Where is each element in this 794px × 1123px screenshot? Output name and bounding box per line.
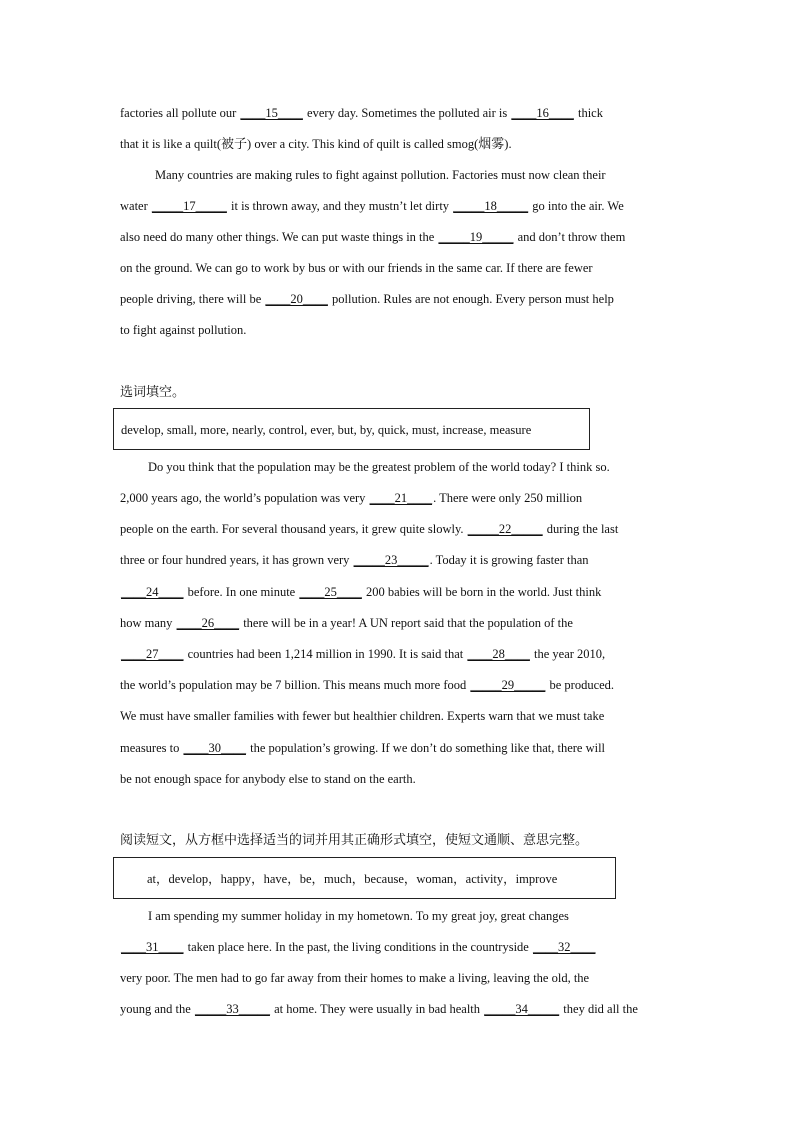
text: ) over a city. This kind of quilt is called smog( — [247, 137, 479, 151]
section3-heading: 阅读短文，从方框中选择适当的词并用其正确形式填空，使短文通顺、意思完整。 — [120, 833, 589, 848]
blank-27[interactable]: ____27____ — [121, 647, 184, 661]
text: it is thrown away, and they mustn’t let dirty — [227, 199, 453, 213]
text: 2,000 years ago, the world’s population was very — [120, 491, 369, 505]
section2-line2 — [120, 490, 582, 506]
text: the year 2010, — [530, 647, 606, 661]
blank-21[interactable]: ____21____ — [369, 491, 433, 505]
text: countries had been 1,214 million in 1990. It is said that — [184, 647, 467, 661]
text: . There were only 250 million — [433, 491, 583, 505]
text: and don’t throw them — [514, 230, 626, 244]
blank-25[interactable]: ____25____ — [299, 585, 362, 599]
passage1-line3: Many countries are making rules to fight against pollution. Factories must now clean their — [155, 168, 606, 182]
text: 200 babies will be born in the world. Just think — [362, 585, 602, 599]
chinese-gloss: 被子 — [221, 137, 248, 152]
passage1-line7 — [120, 291, 614, 307]
text: during the last — [543, 522, 619, 536]
blank-15[interactable]: ____15____ — [240, 106, 303, 120]
text: three or four hundred years, it has grown very — [120, 553, 353, 567]
text: young and the — [120, 1002, 194, 1016]
blank-19[interactable]: _____19_____ — [438, 230, 514, 244]
blank-33[interactable]: _____33_____ — [194, 1002, 270, 1016]
text: . Today it is growing faster than — [429, 553, 589, 567]
section2-line5 — [120, 584, 601, 600]
blank-29[interactable]: _____29_____ — [470, 678, 546, 692]
section2-wordbox: develop, small, more, nearly, control, ever, but, by, quick, must, increase, measure — [113, 408, 590, 450]
blank-23[interactable]: _____23_____ — [353, 553, 429, 567]
text: the population’s growing. If we don’t do something like that, there will — [246, 741, 606, 755]
section2-line1: Do you think that the population may be the greatest problem of the world today? I think so. — [148, 460, 610, 474]
blank-16[interactable]: ____16____ — [511, 106, 574, 120]
text: water — [120, 199, 151, 213]
passage1-line5 — [120, 229, 625, 245]
section2-line4 — [120, 552, 589, 568]
blank-17[interactable]: _____17_____ — [151, 199, 227, 213]
text: that it is like a quilt( — [120, 137, 222, 151]
text: taken place here. In the past, the living conditions in the countryside — [184, 940, 532, 954]
section3-line3: very poor. The men had to go far away from their homes to make a living, leaving the old, the — [120, 971, 590, 985]
blank-31[interactable]: ____31____ — [121, 940, 184, 954]
text: thick — [574, 106, 603, 120]
text: be produced. — [546, 678, 615, 692]
text: there will be in a year! A UN report said that the population of the — [240, 616, 573, 630]
blank-26[interactable]: ____26____ — [176, 616, 240, 630]
section3-line4 — [120, 1001, 638, 1017]
text: people driving, there will be — [120, 292, 265, 306]
text: people on the earth. For several thousand years, it grew quite slowly. — [120, 522, 467, 536]
text: every day. Sometimes the polluted air is — [303, 106, 511, 120]
blank-32[interactable]: ____32____ — [532, 940, 596, 954]
passage1-line8: to fight against pollution. — [120, 323, 247, 337]
section3-line2 — [120, 939, 596, 955]
section3-line1: I am spending my summer holiday in my hometown. To my great joy, great changes — [148, 909, 569, 923]
blank-34[interactable]: _____34_____ — [484, 1002, 560, 1016]
section2-line10 — [120, 740, 605, 756]
text: how many — [120, 616, 176, 630]
section2-line7 — [120, 646, 605, 662]
blank-24[interactable]: ____24____ — [121, 585, 184, 599]
chinese-gloss: 烟雾 — [478, 137, 505, 152]
text: the world’s population may be 7 billion. This means much more food — [120, 678, 470, 692]
section2-line6 — [120, 615, 573, 631]
text: they did all the — [560, 1002, 638, 1016]
blank-20[interactable]: ____20____ — [265, 292, 328, 306]
passage1-line2 — [120, 136, 512, 153]
blank-18[interactable]: _____18_____ — [453, 199, 529, 213]
section2-line11: be not enough space for anybody else to stand on the earth. — [120, 772, 416, 786]
text: before. In one minute — [184, 585, 299, 599]
section2-line8 — [120, 677, 614, 693]
section2-heading: 选词填空。 — [120, 385, 186, 400]
section3-wordbox: at，develop，happy，have，be，much，because，woman，activity，improve — [113, 857, 616, 899]
blank-28[interactable]: ____28____ — [467, 647, 530, 661]
section2-line3 — [120, 521, 618, 537]
blank-30[interactable]: ____30____ — [183, 741, 246, 755]
section2-line9: We must have smaller families with fewer but healthier children. Experts warn that we must take — [120, 709, 605, 723]
text: factories all pollute our — [120, 106, 240, 120]
passage1-line6: on the ground. We can go to work by bus or with our friends in the same car. If there are fewer — [120, 261, 593, 275]
text: ). — [504, 137, 512, 151]
blank-22[interactable]: _____22_____ — [467, 522, 543, 536]
text: also need do many other things. We can put waste things in the — [120, 230, 438, 244]
text: at home. They were usually in bad health — [270, 1002, 484, 1016]
text: go into the air. We — [529, 199, 624, 213]
text: measures to — [120, 741, 183, 755]
text: pollution. Rules are not enough. Every person must help — [328, 292, 614, 306]
passage1-line1 — [120, 105, 603, 121]
passage1-line4 — [120, 198, 624, 214]
